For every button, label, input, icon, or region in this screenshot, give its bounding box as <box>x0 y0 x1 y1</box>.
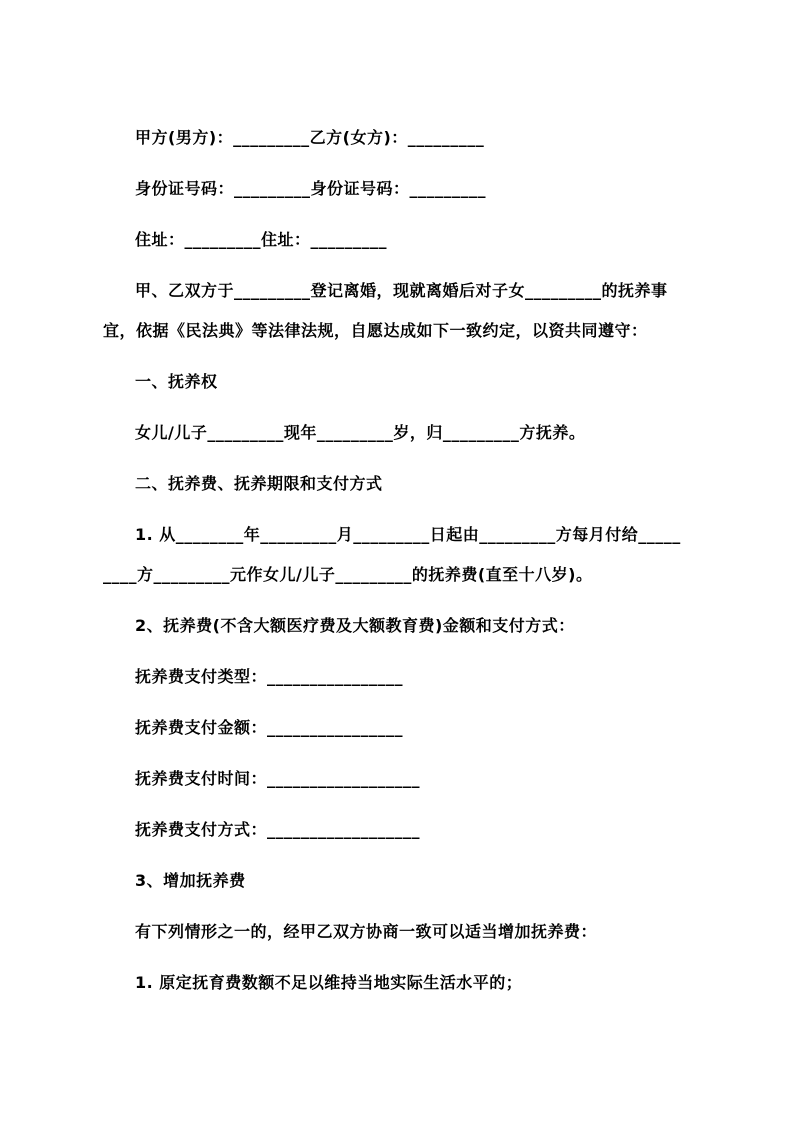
para-monthly-payment: 1. 从________年_________月_________日起由_________方每月付给_________方_________元作女儿/儿子_________的抚养费(直至十八岁)。 <box>103 525 681 584</box>
line-fee-payment-amount: 抚养费支付金额：________________ <box>135 718 404 737</box>
heading-support-fee: 二、抚养费、抚养期限和支付方式 <box>135 474 383 493</box>
para-preamble: 甲、乙双方于_________登记离婚，现就离婚后对子女_________的抚养事宜，依据《民法典》等法律法规，自愿达成如下一致约定，以资共同遵守： <box>103 281 668 340</box>
line-addresses: 住址：_________住址：_________ <box>135 230 388 249</box>
para-increase-intro: 有下列情形之一的，经甲乙双方协商一致可以适当增加抚养费： <box>135 922 598 941</box>
line-fee-payment-type: 抚养费支付类型：________________ <box>135 667 404 686</box>
line-fee-payment-method: 抚养费支付方式：__________________ <box>135 820 421 839</box>
line-id-numbers: 身份证号码：_________身份证号码：_________ <box>135 179 487 198</box>
para-fee-scope: 2、抚养费(不含大额医疗费及大额教育费)金额和支付方式： <box>135 616 575 635</box>
item-increase-condition-1: 1. 原定抚育费数额不足以维持当地实际生活水平的； <box>135 973 523 992</box>
line-fee-payment-time: 抚养费支付时间：__________________ <box>135 769 421 788</box>
line-custody-details: 女儿/儿子_________现年_________岁，归_________方抚养。 <box>135 423 586 442</box>
heading-increase-fee: 3、增加抚养费 <box>135 871 246 890</box>
line-party-names: 甲方(男方)：_________乙方(女方)：_________ <box>135 128 485 147</box>
heading-custody-right: 一、抚养权 <box>135 372 218 391</box>
